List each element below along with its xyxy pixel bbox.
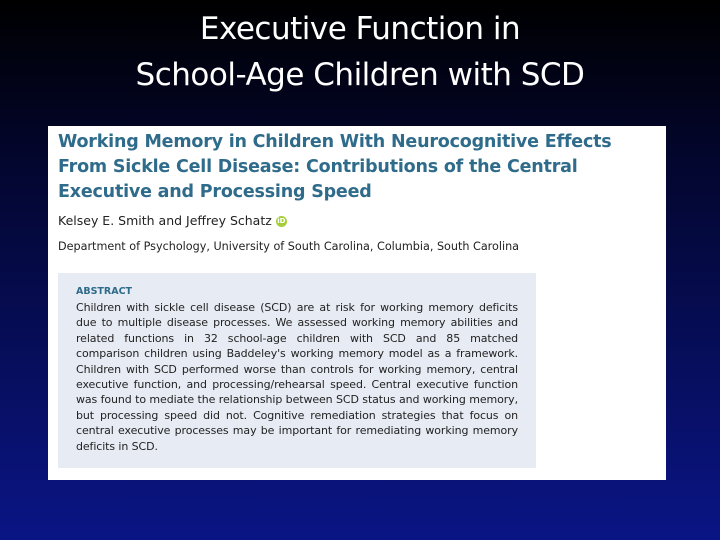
orcid-icon: iD xyxy=(277,217,286,225)
paper-affiliation: Department of Psychology, University of South Carolina, Columbia, South Carolina xyxy=(58,240,520,253)
slide-title-line-1: Executive Function in xyxy=(199,11,521,47)
authors-text: Kelsey E. Smith and Jeffrey Schatz xyxy=(58,213,272,228)
paper-excerpt xyxy=(48,126,666,480)
abstract-heading: ABSTRACT xyxy=(76,286,133,297)
abstract-text: Children with sickle cell disease (SCD) are at risk for working memory deficits due to multiple disease processes. We assessed working memory abilities and related functions in 32 school-age children with SCD and 85 matched comparison children using Baddeley's working memory model as a framework. Children with SCD performed worse than controls for working memory, central executive function, and processing/rehearsal speed. Central executive function was found to mediate the relationship between SCD status and working memory, but processing speed did not. Cognitive remediation strategies that focus on central executive processes may be important for remediating working memory deficits in SCD. xyxy=(76,301,518,453)
paper-authors xyxy=(58,212,656,230)
paper-title: Working Memory in Children With Neurocognitive Effects From Sickle Cell Disease: Contributions of the Central Executive and Processing Speed xyxy=(58,132,612,202)
abstract-box xyxy=(58,273,536,468)
slide-title xyxy=(0,6,720,98)
slide-title-line-2: School-Age Children with SCD xyxy=(135,57,585,93)
